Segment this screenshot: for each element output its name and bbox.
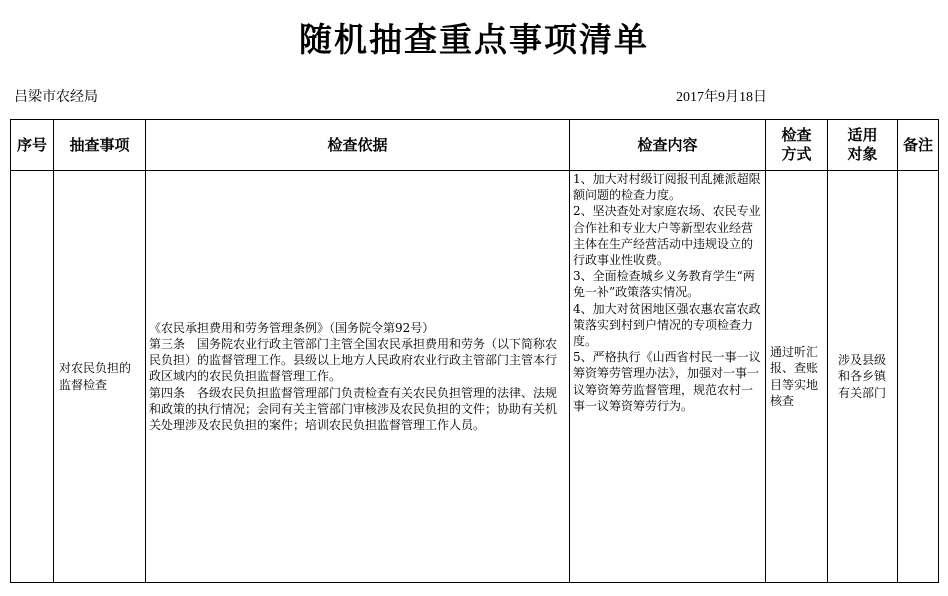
cell-note <box>898 171 939 583</box>
content-paragraph: 3、全面检查城乡义务教育学生“两免一补”政策落实情况。 <box>573 269 755 300</box>
cell-method: 通过听汇报、查账目等实地核查 <box>766 171 828 583</box>
inspection-items-table <box>10 119 939 583</box>
basis-paragraph: 《农民承担费用和劳务管理条例》（国务院令第92号） <box>149 320 435 335</box>
cell-item: 对农民负担的监督检查 <box>54 171 146 583</box>
header-target <box>828 120 898 171</box>
cell-target: 涉及县级和各乡镇有关部门 <box>828 171 898 583</box>
header-seq: 序号 <box>11 120 54 171</box>
cell-seq <box>11 171 54 583</box>
header-target-label: 适用对象 <box>847 126 878 163</box>
header-content: 检查内容 <box>570 120 766 171</box>
issue-date: 2017年9月18日 <box>676 90 767 105</box>
cell-content <box>570 171 766 583</box>
basis-paragraph: 第四条 各级农民负担监督管理部门负责检查有关农民负担管理的法律、法规和政策的执行情况；会同有关主管部门审核涉及农民负担的文件；协助有关机关处理涉及农民负担的案件；培训农民负担监督管理工作人员。 <box>149 385 558 432</box>
table-row <box>11 171 939 583</box>
table-header-row <box>11 120 939 171</box>
cell-basis <box>146 171 570 583</box>
basis-paragraph: 第三条 国务院农业行政主管部门主管全国农民承担费用和劳务（以下简称农民负担）的监督管理工作。县级以上地方人民政府农业行政主管部门主管本行政区域内的农民负担监督管理工作。 <box>149 336 558 384</box>
header-item: 抽查事项 <box>54 120 146 171</box>
header-method <box>766 120 828 171</box>
issuing-organization: 吕梁市农经局 <box>14 89 98 105</box>
content-paragraph: 1、加大对村级订阅报刊乱摊派超限额问题的检查力度。 <box>573 172 761 203</box>
content-paragraph: 5、严格执行《山西省村民一事一议筹资筹劳管理办法》，加强对一事一议筹资筹劳监督管理，规范农村一事一议筹资筹劳行为。 <box>573 350 761 413</box>
content-paragraph: 4、加大对贫困地区强农惠农富农政策落实到村到户情况的专项检查力度。 <box>573 301 761 349</box>
page-title: 随机抽查重点事项清单 <box>299 20 649 59</box>
content-paragraph: 2、坚决查处对家庭农场、农民专业合作社和专业大户等新型农业经营主体在生产经营活动中违规设立的行政事业性收费。 <box>573 204 761 268</box>
header-method-label: 检查方式 <box>781 126 812 163</box>
header-note: 备注 <box>898 120 939 171</box>
header-basis: 检查依据 <box>146 120 570 171</box>
